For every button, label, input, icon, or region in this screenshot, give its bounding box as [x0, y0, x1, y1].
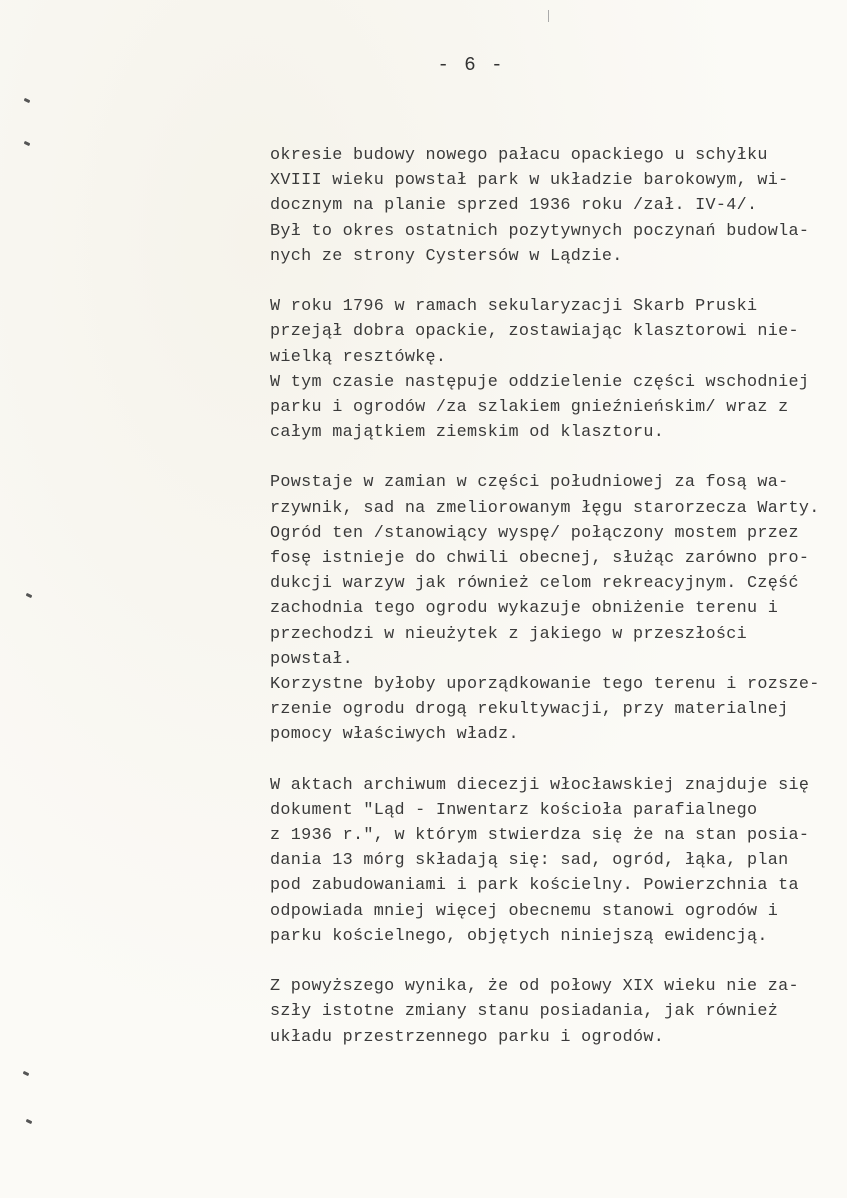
text-line: odpowiada mniej więcej obecnemu stanowi ogrodów i	[270, 901, 779, 921]
text-line: pomocy właściwych władz.	[270, 725, 519, 745]
text-line: W aktach archiwum diecezji włocławskiej znajduje się	[270, 775, 810, 795]
paragraph-gap	[270, 949, 840, 974]
text-line: Był to okres ostatnich pozytywnych poczynań budowla-	[270, 221, 810, 241]
text-line: całym majątkiem ziemskim od klasztoru.	[270, 423, 665, 443]
paragraph-5	[270, 974, 840, 1050]
text-line: fosę istnieje do chwili obecnej, służąc zarówno pro-	[270, 549, 810, 568]
text-line: parku kościelnego, objętych niniejszą ewidencją.	[270, 926, 768, 946]
text-line: wielką resztówkę.	[270, 347, 447, 367]
paragraph-gap	[270, 748, 840, 773]
page-number: - 6 -	[437, 54, 505, 76]
text-line: rzenie ogrodu drogą rekultywacji, przy materialnej	[270, 700, 789, 720]
text-line: docznym na planie sprzed 1936 roku /zał. IV-4/.	[270, 196, 758, 216]
text-line: Ogród ten /stanowiący wyspę/ połączony mostem przez	[270, 523, 799, 543]
paragraph-2	[270, 294, 840, 445]
text-line: okresie budowy nowego pałacu opackiego u schyłku	[270, 146, 768, 165]
text-line: dokument "Ląd - Inwentarz kościoła parafialnego	[270, 800, 758, 820]
margin-mark	[23, 1071, 30, 1076]
text-line: Z powyższego wynika, że od połowy XIX wieku nie za-	[270, 977, 799, 997]
paragraph-gap	[270, 269, 840, 294]
text-line: układu przestrzennego parku i ogrodów.	[270, 1027, 665, 1047]
paragraph-3	[270, 470, 840, 747]
text-line: przejął dobra opackie, zostawiając klasztorowi nie-	[270, 322, 799, 342]
text-line: W tym czasie następuje oddzielenie części wschodniej	[270, 372, 810, 392]
text-line: Korzystne byłoby uporządkowanie tego terenu i rozsze-	[270, 674, 820, 694]
text-line: przechodzi w nieużytek z jakiego w przeszłości	[270, 624, 748, 644]
text-line: W roku 1796 w ramach sekularyzacji Skarb Pruski	[270, 297, 758, 317]
text-line: rzywnik, sad na zmeliorowanym łęgu starorzecza Warty.	[270, 498, 820, 518]
paragraph-gap	[270, 445, 840, 470]
paragraph-1	[270, 143, 840, 269]
text-line: Powstaje w zamian w części południowej za fosą wa-	[270, 473, 789, 493]
margin-mark	[24, 141, 31, 146]
margin-mark	[26, 593, 33, 598]
text-line: pod zabudowaniami i park kościelny. Powierzchnia ta	[270, 876, 799, 896]
text-line: dukcji warzyw jak również celom rekreacyjnym. Część	[270, 574, 799, 594]
text-line: szły istotne zmiany stanu posiadania, jak również	[270, 1002, 779, 1022]
text-line: parku i ogrodów /za szlakiem gnieźnieńskim/ wraz z	[270, 397, 789, 417]
text-line: powstał.	[270, 649, 353, 669]
text-line: nych ze strony Cystersów w Lądzie.	[270, 246, 623, 266]
text-line: dania 13 mórg składają się: sad, ogród, łąka, plan	[270, 851, 789, 871]
document-body	[270, 143, 840, 1050]
paragraph-4	[270, 773, 840, 949]
paper-mark	[548, 10, 549, 22]
text-line: XVIII wieku powstał park w układzie barokowym, wi-	[270, 171, 789, 191]
text-line: z 1936 r.", w którym stwierdza się że na stan posia-	[270, 826, 810, 846]
margin-mark	[26, 1119, 33, 1124]
margin-mark	[24, 98, 31, 103]
text-line: zachodnia tego ogrodu wykazuje obniżenie terenu i	[270, 599, 779, 619]
